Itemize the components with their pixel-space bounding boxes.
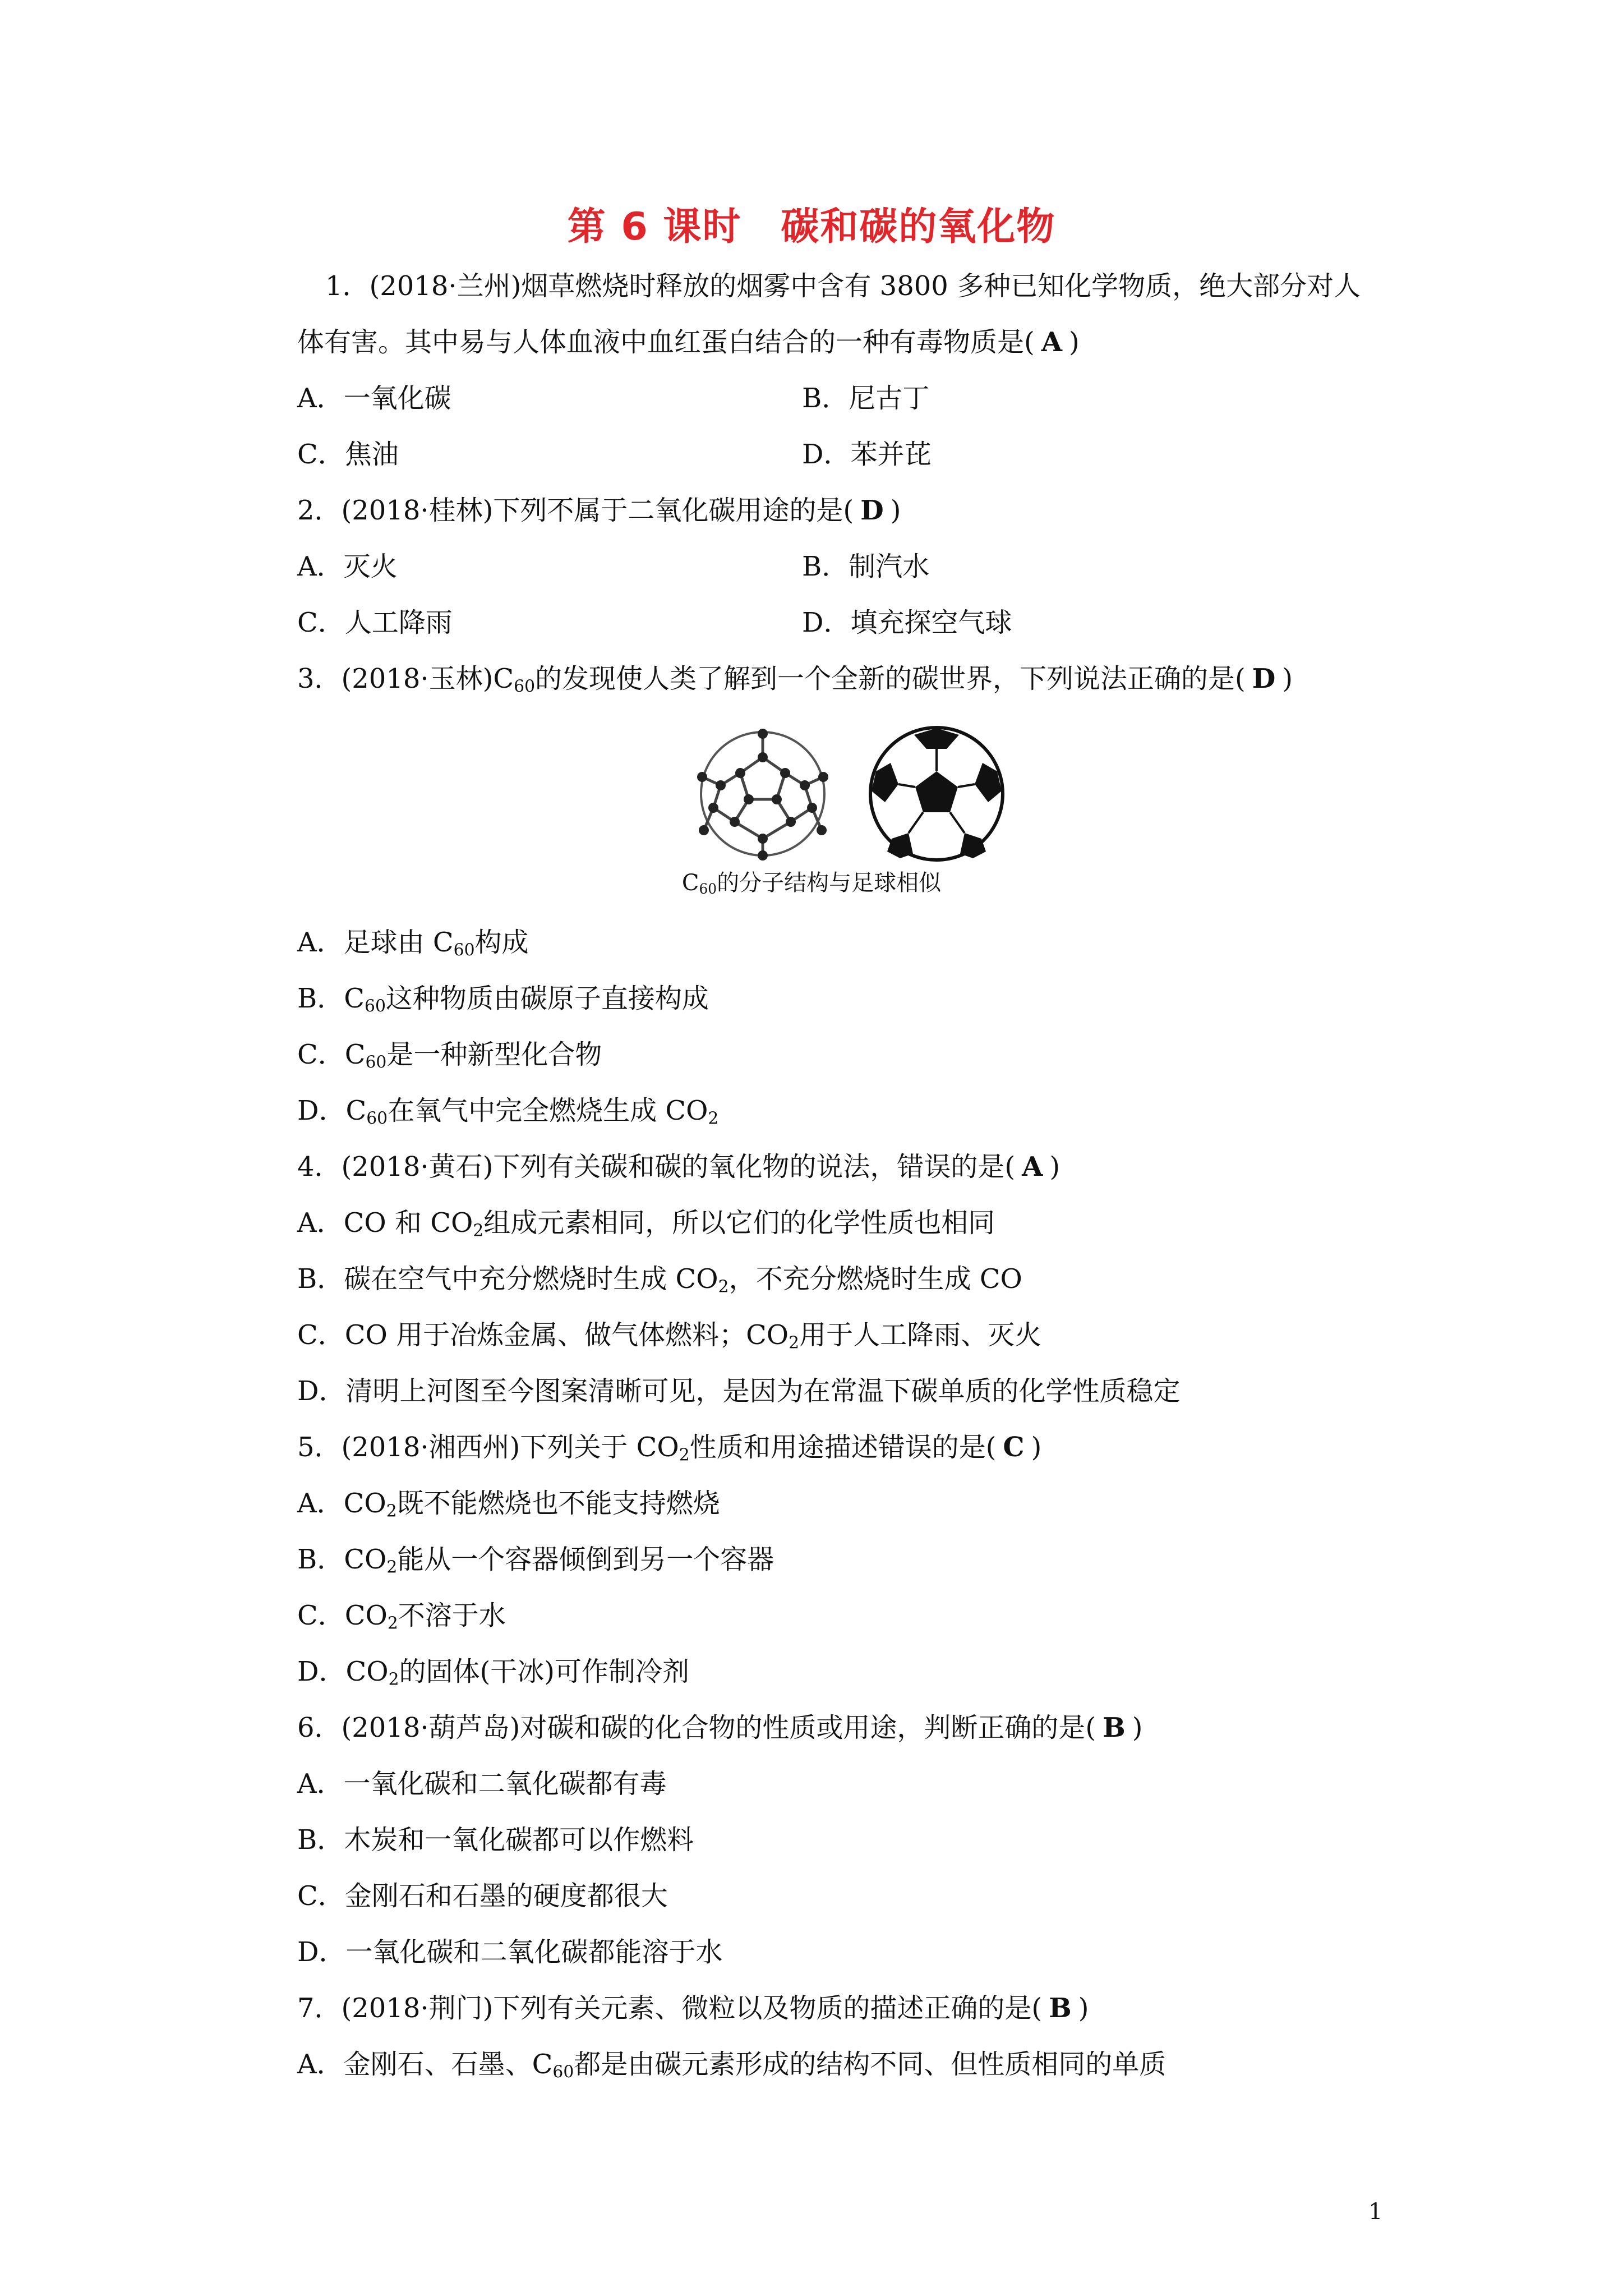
question-7-stem: 7．(2018·荆门)下列有关元素、微粒以及物质的描述正确的是( B ): [297, 1993, 1089, 2024]
question-4-option-a: A．CO 和 $CO_2$组成元素相同，所以它们的化学性质也相同: [297, 1207, 995, 1241]
question-4-answer: A: [1022, 1151, 1043, 1182]
question-4-option-b: B．碳在空气中充分燃烧时生成 $CO_2$，不充分燃烧时生成 CO: [297, 1263, 1022, 1297]
question-3-answer: D: [1252, 663, 1276, 694]
question-2-option-c: C．人工降雨: [297, 607, 453, 638]
question-4-option-d: D．清明上河图至今图案清晰可见，是因为在常温下碳单质的化学性质稳定: [297, 1375, 1181, 1407]
c60-molecule-icon: [697, 729, 828, 861]
question-6-option-c: C．金刚石和石墨的硬度都很大: [297, 1880, 668, 1912]
question-2-stem: 2．(2018·桂林)下列不属于二氧化碳用途的是( D ): [297, 495, 901, 526]
question-5-option-a: A．$CO_2$既不能燃烧也不能支持燃烧: [297, 1488, 720, 1521]
question-7-answer: B: [1049, 1993, 1072, 2024]
question-1-stem-line1: 1．(2018·兰州)烟草燃烧时释放的烟雾中含有 3800 多种已知化学物质，绝大部分对人: [325, 270, 1361, 302]
question-1-option-d: D．苯并芘: [802, 439, 932, 470]
question-5-stem: 5．(2018·湘西州)下列关于 $CO_2$性质和用途描述错误的是( C ): [297, 1432, 1042, 1465]
c60-and-football-figure: [679, 724, 1015, 892]
question-2-option-b: B．制汽水: [802, 551, 930, 582]
question-3-option-b: B．$C_{60}$这种物质由碳原子直接构成: [297, 983, 709, 1016]
question-6-option-b: B．木炭和一氧化碳都可以作燃料: [297, 1824, 694, 1856]
question-6-answer: B: [1103, 1712, 1126, 1743]
question-6-option-a: A．一氧化碳和二氧化碳都有毒: [297, 1768, 667, 1800]
question-5-option-b: B．$CO_2$能从一个容器倾倒到另一个容器: [297, 1544, 774, 1577]
question-1-option-c: C．焦油: [297, 439, 399, 470]
question-2-option-a: A．灭火: [297, 551, 398, 582]
question-1-stem-line2: 体有害。其中易与人体血液中血红蛋白结合的一种有毒物质是( A ): [297, 326, 1080, 358]
question-6-stem: 6．(2018·葫芦岛)对碳和碳的化合物的性质或用途，判断正确的是( B ): [297, 1712, 1143, 1743]
question-7-option-a: A．金刚石、石墨、$C_{60}$都是由碳元素形成的结构不同、但性质相同的单质: [297, 2049, 1166, 2082]
question-1-option-b: B．尼古丁: [802, 383, 930, 414]
question-1-answer: A: [1041, 326, 1062, 358]
football-icon: [870, 728, 1003, 860]
question-1-option-a: A．一氧化碳: [297, 383, 451, 414]
question-3-option-c: C．$C_{60}$是一种新型化合物: [297, 1039, 602, 1073]
question-3-stem: 3．(2018·玉林)$C_{60}$的发现使人类了解到一个全新的碳世界，下列说法正确的是( D ): [297, 663, 1293, 697]
figure-caption: $C_{60}$的分子结构与足球相似: [681, 870, 942, 898]
question-2-answer: D: [860, 495, 884, 526]
question-2-option-d: D．填充探空气球: [802, 607, 1012, 638]
question-6-option-d: D．一氧化碳和二氧化碳都能溶于水: [297, 1936, 723, 1968]
question-4-option-c: C．CO 用于冶炼金属、做气体燃料；$CO_2$用于人工降雨、灭火: [297, 1319, 1042, 1353]
page-number: 1: [1368, 2199, 1383, 2225]
question-5-answer: C: [1003, 1432, 1025, 1463]
question-5-option-c: C．$CO_2$不溶于水: [297, 1600, 506, 1634]
question-3-option-a: A．足球由 $C_{60}$构成: [297, 927, 529, 960]
question-5-option-d: D．$CO_2$的固体(干冰)可作制冷剂: [297, 1656, 689, 1690]
question-4-stem: 4．(2018·黄石)下列有关碳和碳的氧化物的说法，错误的是( A ): [297, 1151, 1061, 1182]
question-3-option-d: D．$C_{60}$在氧气中完全燃烧生成 $CO_2$: [297, 1095, 719, 1129]
page-title: 第 6 课时 碳和碳的氧化物: [567, 205, 1056, 249]
